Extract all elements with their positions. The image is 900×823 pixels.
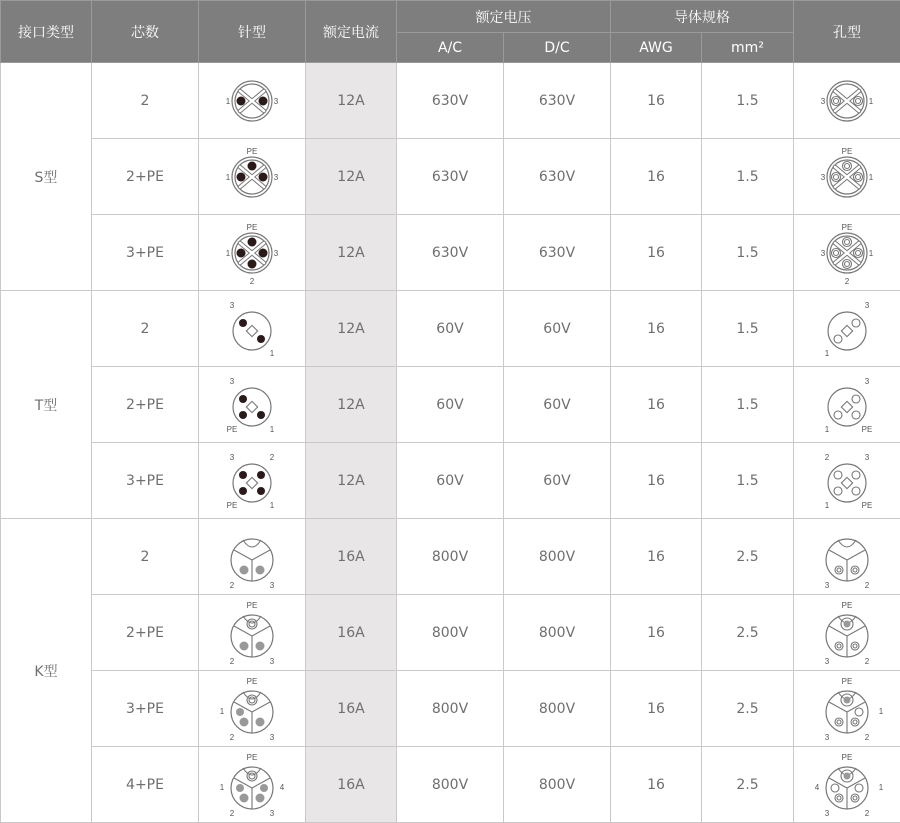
cores-cell: 2 — [92, 291, 199, 367]
ac-voltage-cell: 630V — [397, 139, 504, 215]
ac-voltage-cell: 60V — [397, 367, 504, 443]
socket-diagram — [794, 519, 900, 595]
dc-voltage-cell: 60V — [504, 443, 611, 519]
table-row — [1, 367, 900, 443]
svg-text:3: 3 — [864, 376, 870, 386]
svg-text:1: 1 — [269, 424, 275, 434]
header-rated-voltage: 额定电压 — [397, 1, 611, 33]
svg-text:3: 3 — [824, 732, 830, 742]
svg-text:PE: PE — [246, 146, 258, 156]
table-row — [1, 519, 900, 595]
table-row — [1, 671, 900, 747]
svg-text:1: 1 — [269, 500, 275, 510]
current-cell: 12A — [306, 443, 397, 519]
svg-text:2: 2 — [229, 580, 235, 590]
header-rated-current: 额定电流 — [306, 1, 397, 63]
current-cell: 12A — [306, 139, 397, 215]
interface-type-cell: T型 — [1, 291, 92, 519]
svg-text:PE: PE — [841, 752, 853, 762]
svg-text:2: 2 — [229, 732, 235, 742]
table-row — [1, 443, 900, 519]
dc-voltage-cell: 60V — [504, 367, 611, 443]
svg-text:3: 3 — [269, 732, 275, 742]
header-conductor-spec: 导体规格 — [611, 1, 794, 33]
svg-text:PE: PE — [841, 146, 853, 156]
svg-text:3: 3 — [273, 96, 279, 106]
dc-voltage-cell: 630V — [504, 215, 611, 291]
table-row — [1, 291, 900, 367]
svg-text:PE: PE — [841, 600, 853, 610]
pin-diagram — [199, 747, 306, 823]
pin-diagram — [199, 291, 306, 367]
cores-cell: 2+PE — [92, 139, 199, 215]
svg-text:3: 3 — [269, 808, 275, 818]
svg-text:1: 1 — [878, 706, 884, 716]
header-mm2: mm² — [702, 33, 794, 63]
dc-voltage-cell: 60V — [504, 291, 611, 367]
cores-cell: 2+PE — [92, 367, 199, 443]
table-row — [1, 595, 900, 671]
header-socket-type: 孔型 — [794, 1, 900, 63]
interface-type-cell: K型 — [1, 519, 92, 823]
awg-cell: 16 — [611, 671, 702, 747]
dc-voltage-cell: 630V — [504, 63, 611, 139]
svg-text:1: 1 — [868, 172, 874, 182]
ac-voltage-cell: 800V — [397, 747, 504, 823]
header-cores: 芯数 — [92, 1, 199, 63]
current-cell: 16A — [306, 671, 397, 747]
table-body — [1, 63, 900, 823]
svg-text:1: 1 — [824, 348, 830, 358]
svg-text:2: 2 — [249, 276, 255, 286]
mm2-cell: 2.5 — [702, 519, 794, 595]
svg-text:1: 1 — [824, 500, 830, 510]
current-cell: 16A — [306, 747, 397, 823]
svg-text:1: 1 — [269, 348, 275, 358]
table-row — [1, 747, 900, 823]
dc-voltage-cell: 630V — [504, 139, 611, 215]
svg-text:3: 3 — [824, 656, 830, 666]
interface-type-cell: S型 — [1, 63, 92, 291]
table-row — [1, 139, 900, 215]
socket-diagram — [794, 747, 900, 823]
header-dc: D/C — [504, 33, 611, 63]
svg-text:2: 2 — [844, 276, 850, 286]
current-cell: 12A — [306, 367, 397, 443]
current-cell: 12A — [306, 291, 397, 367]
svg-text:2: 2 — [229, 808, 235, 818]
svg-text:2: 2 — [229, 656, 235, 666]
svg-text:3: 3 — [269, 580, 275, 590]
mm2-cell: 1.5 — [702, 443, 794, 519]
table-row — [1, 63, 900, 139]
awg-cell: 16 — [611, 595, 702, 671]
current-cell: 12A — [306, 63, 397, 139]
mm2-cell: 1.5 — [702, 139, 794, 215]
current-cell: 16A — [306, 519, 397, 595]
pin-diagram — [199, 215, 306, 291]
svg-text:PE: PE — [861, 424, 873, 434]
mm2-cell: 2.5 — [702, 747, 794, 823]
svg-text:2: 2 — [864, 808, 870, 818]
svg-text:2: 2 — [864, 580, 870, 590]
svg-text:PE: PE — [246, 752, 258, 762]
svg-text:3: 3 — [864, 300, 870, 310]
svg-text:PE: PE — [841, 676, 853, 686]
svg-text:1: 1 — [225, 96, 231, 106]
svg-text:4: 4 — [279, 782, 285, 792]
svg-text:1: 1 — [219, 706, 225, 716]
dc-voltage-cell: 800V — [504, 747, 611, 823]
cores-cell: 3+PE — [92, 671, 199, 747]
mm2-cell: 1.5 — [702, 291, 794, 367]
svg-text:3: 3 — [273, 172, 279, 182]
socket-diagram — [794, 63, 900, 139]
svg-text:1: 1 — [219, 782, 225, 792]
svg-text:1: 1 — [225, 172, 231, 182]
svg-text:1: 1 — [868, 96, 874, 106]
ac-voltage-cell: 60V — [397, 291, 504, 367]
svg-text:3: 3 — [229, 300, 235, 310]
svg-text:3: 3 — [273, 248, 279, 258]
dc-voltage-cell: 800V — [504, 595, 611, 671]
ac-voltage-cell: 60V — [397, 443, 504, 519]
ac-voltage-cell: 630V — [397, 63, 504, 139]
svg-text:PE: PE — [226, 424, 238, 434]
socket-diagram — [794, 291, 900, 367]
ac-voltage-cell: 800V — [397, 671, 504, 747]
svg-text:PE: PE — [246, 676, 258, 686]
pin-diagram — [199, 367, 306, 443]
socket-diagram — [794, 139, 900, 215]
socket-diagram — [794, 443, 900, 519]
svg-text:4: 4 — [814, 782, 820, 792]
awg-cell: 16 — [611, 63, 702, 139]
svg-text:PE: PE — [246, 600, 258, 610]
cores-cell: 2 — [92, 519, 199, 595]
cores-cell: 2 — [92, 63, 199, 139]
awg-cell: 16 — [611, 215, 702, 291]
svg-text:3: 3 — [229, 452, 235, 462]
header-interface-type: 接口类型 — [1, 1, 92, 63]
svg-text:1: 1 — [824, 424, 830, 434]
socket-diagram — [794, 595, 900, 671]
awg-cell: 16 — [611, 747, 702, 823]
awg-cell: 16 — [611, 139, 702, 215]
header-ac: A/C — [397, 33, 504, 63]
mm2-cell: 1.5 — [702, 63, 794, 139]
svg-text:PE: PE — [246, 222, 258, 232]
svg-text:2: 2 — [864, 732, 870, 742]
socket-diagram — [794, 671, 900, 747]
socket-diagram — [794, 215, 900, 291]
cores-cell: 3+PE — [92, 215, 199, 291]
ac-voltage-cell: 630V — [397, 215, 504, 291]
svg-text:PE: PE — [226, 500, 238, 510]
svg-text:3: 3 — [820, 172, 826, 182]
awg-cell: 16 — [611, 519, 702, 595]
mm2-cell: 1.5 — [702, 215, 794, 291]
svg-text:3: 3 — [229, 376, 235, 386]
svg-text:3: 3 — [820, 248, 826, 258]
ac-voltage-cell: 800V — [397, 519, 504, 595]
pin-diagram — [199, 595, 306, 671]
pin-diagram — [199, 139, 306, 215]
svg-text:1: 1 — [868, 248, 874, 258]
current-cell: 16A — [306, 595, 397, 671]
svg-text:2: 2 — [864, 656, 870, 666]
svg-text:3: 3 — [824, 808, 830, 818]
svg-text:1: 1 — [878, 782, 884, 792]
awg-cell: 16 — [611, 367, 702, 443]
pin-diagram — [199, 671, 306, 747]
cores-cell: 2+PE — [92, 595, 199, 671]
pin-diagram — [199, 443, 306, 519]
cores-cell: 4+PE — [92, 747, 199, 823]
cores-cell: 3+PE — [92, 443, 199, 519]
svg-text:3: 3 — [820, 96, 826, 106]
svg-text:3: 3 — [864, 452, 870, 462]
mm2-cell: 1.5 — [702, 367, 794, 443]
dc-voltage-cell: 800V — [504, 671, 611, 747]
dc-voltage-cell: 800V — [504, 519, 611, 595]
svg-text:2: 2 — [269, 452, 275, 462]
svg-text:PE: PE — [841, 222, 853, 232]
pin-diagram — [199, 519, 306, 595]
mm2-cell: 2.5 — [702, 671, 794, 747]
awg-cell: 16 — [611, 291, 702, 367]
svg-text:PE: PE — [861, 500, 873, 510]
svg-text:3: 3 — [824, 580, 830, 590]
header-pin-type: 针型 — [199, 1, 306, 63]
svg-text:1: 1 — [225, 248, 231, 258]
mm2-cell: 2.5 — [702, 595, 794, 671]
current-cell: 12A — [306, 215, 397, 291]
table-row — [1, 215, 900, 291]
svg-text:2: 2 — [824, 452, 830, 462]
awg-cell: 16 — [611, 443, 702, 519]
svg-text:3: 3 — [269, 656, 275, 666]
header-awg: AWG — [611, 33, 702, 63]
ac-voltage-cell: 800V — [397, 595, 504, 671]
pin-diagram — [199, 63, 306, 139]
socket-diagram — [794, 367, 900, 443]
